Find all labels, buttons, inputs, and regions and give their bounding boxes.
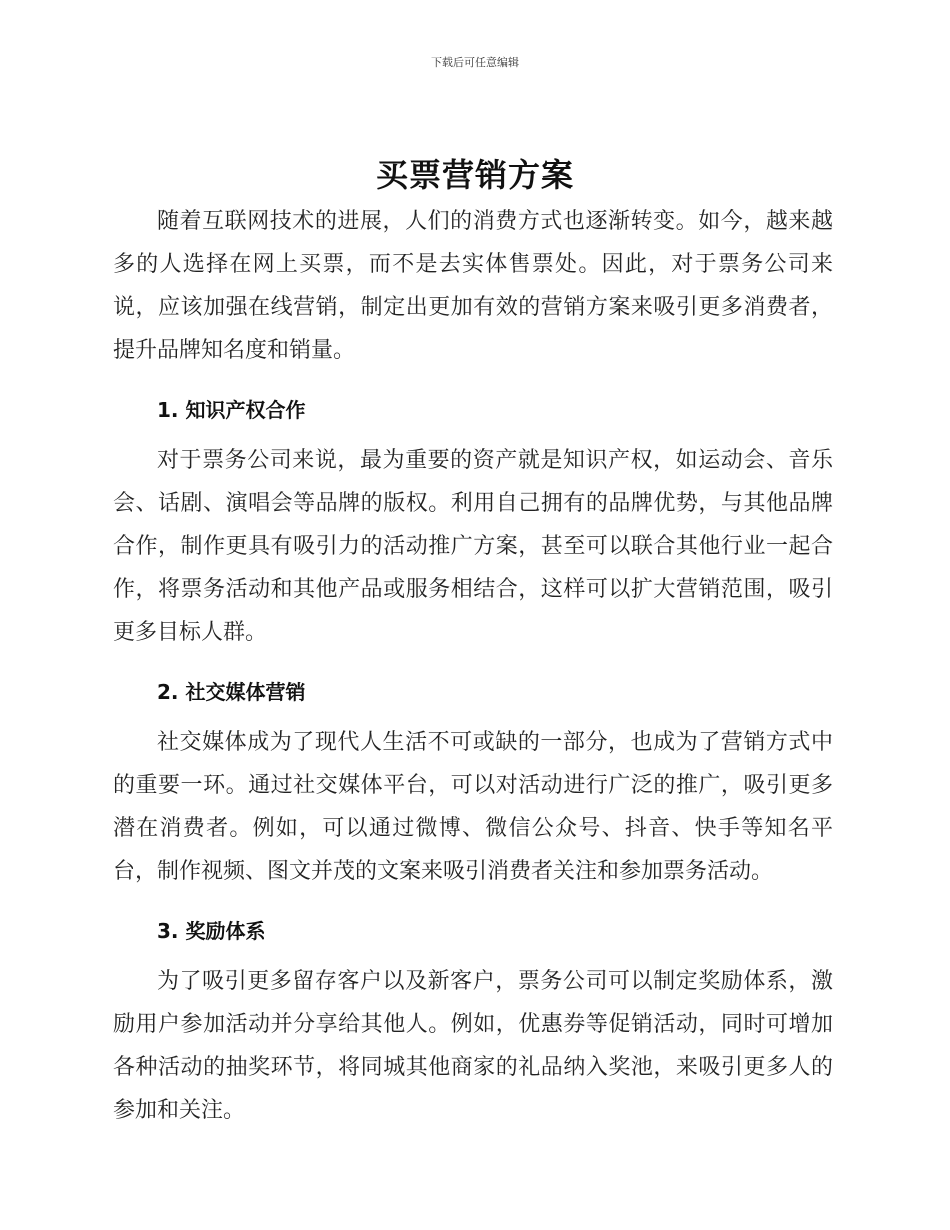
intro-paragraph: 随着互联网技术的进展，人们的消费方式也逐渐转变。如今，越来越多的人选择在网上买票，而不是去实体售票处。因此，对于票务公司来说，应该加强在线营销，制定出更加有效的营销方案来吸引更多消费者，提升品牌知名度和销量。 [113,209,833,363]
section-heading-2: 2. 社交媒体营销 [157,680,306,704]
section-body-1: 对于票务公司来说，最为重要的资产就是知识产权，如运动会、音乐会、话剧、演唱会等品牌的版权。利用自己拥有的品牌优势，与其他品牌合作，制作更具有吸引力的活动推广方案，甚至可以联合其他行业一起合作，将票务活动和其他产品或服务相结合，这样可以扩大营销范围，吸引更多目标人群。 [113,448,833,645]
document-title: 买票营销方案 [375,156,574,194]
document-body [113,200,833,1132]
section-heading-1: 1. 知识产权合作 [157,398,306,422]
header-note: 下载后可任意编辑 [431,56,519,69]
section-body-3: 为了吸引更多留存客户以及新客户，票务公司可以制定奖励体系，激励用户参加活动并分享给其他人。例如，优惠券等促销活动，同时可增加各种活动的抽奖环节，将同城其他商家的礼品纳入奖池，来吸引更多人的参加和关注。 [113,969,833,1123]
section-heading-3: 3. 奖励体系 [157,919,266,943]
section-body-2: 社交媒体成为了现代人生活不可或缺的一部分，也成为了营销方式中的重要一环。通过社交媒体平台，可以对活动进行广泛的推广，吸引更多潜在消费者。例如，可以通过微博、微信公众号、抖音、快手等知名平台，制作视频、图文并茂的文案来吸引消费者关注和参加票务活动。 [113,730,833,884]
